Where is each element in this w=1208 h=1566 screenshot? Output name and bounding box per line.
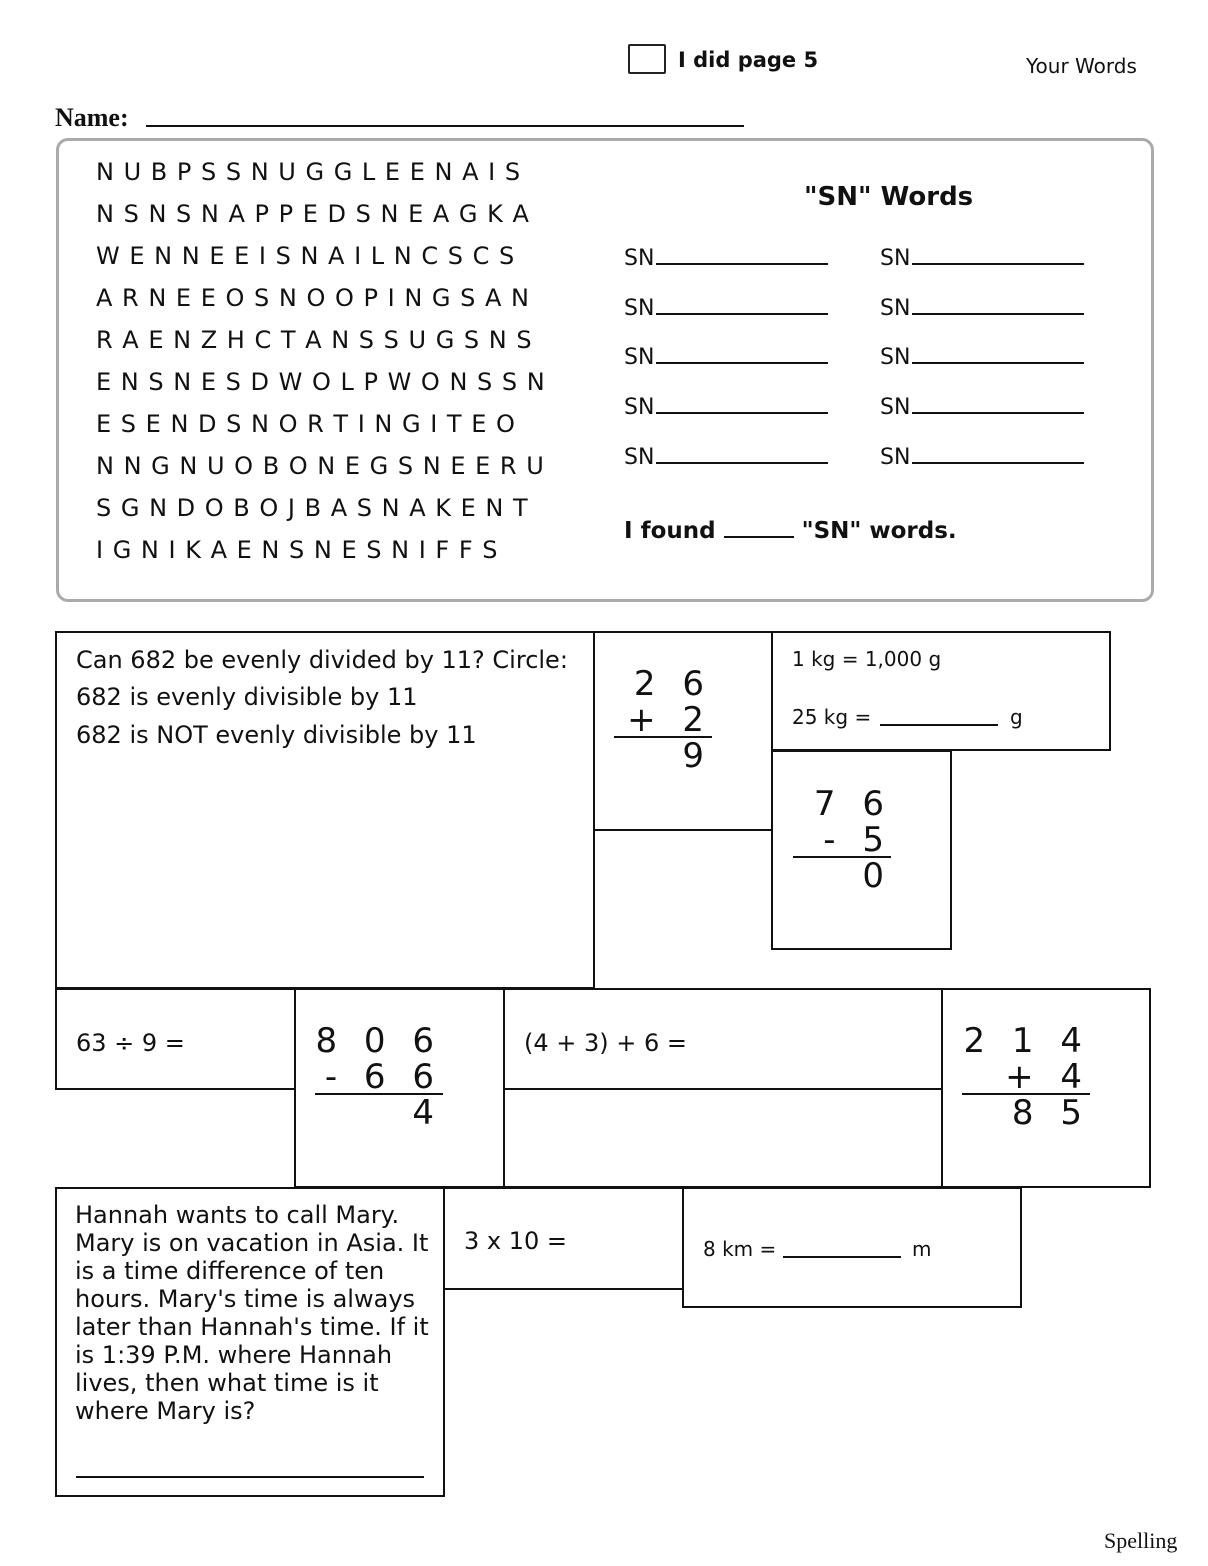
word-search-row: S G N D O B O J B A S N A K E N T	[96, 494, 529, 522]
parentheses-question: (4 + 3) + 6 =	[524, 1029, 688, 1057]
word-search-row: E N S N E S D W O L P W O N S S N	[96, 368, 546, 396]
parentheses-box-bottom	[503, 1088, 943, 1188]
name-field[interactable]	[146, 125, 744, 127]
found-count-line: I found "SN" words.	[624, 518, 957, 544]
subtraction-2-bottom: - 6 6 4	[324, 1057, 442, 1133]
name-label: Name:	[55, 103, 129, 132]
word-search-row: W E N N E E I S N A I L N C S C S	[96, 242, 516, 270]
divisibility-option-yes[interactable]: 682 is evenly divisible by 11	[76, 683, 418, 711]
word-search-row: N N G N U O B O N E G S N E E R U	[96, 452, 545, 480]
word-search-row: N U B P S S N U G G L E E N A I S	[96, 158, 522, 186]
found-count-blank[interactable]	[724, 536, 794, 538]
sn-answer-blank[interactable]: SN	[880, 296, 1084, 321]
addition-2-top: 2 1 4	[963, 1021, 1090, 1061]
sn-words-title: "SN" Words	[804, 182, 974, 212]
km-question: 8 km =	[703, 1237, 777, 1261]
addition-1-bottom: + 2 9	[627, 700, 712, 776]
kg-unit: g	[1010, 705, 1023, 729]
kg-question: 25 kg =	[792, 705, 872, 729]
subtraction-1-top: 7 6	[813, 784, 892, 824]
km-answer-blank[interactable]	[783, 1256, 901, 1258]
your-words-label: Your Words	[1026, 54, 1137, 78]
kg-fact: 1 kg = 1,000 g	[792, 647, 942, 671]
word-search-row: I G N I K A E N S N E S N I F F S	[96, 536, 499, 564]
subtraction-2-rule	[315, 1093, 443, 1095]
addition-1-top: 2 6	[633, 664, 712, 704]
addition-1-rule	[614, 736, 712, 738]
word-search-row: N S N S N A P P E D S N E A G K A	[96, 200, 530, 228]
sn-answer-blank[interactable]: SN	[624, 246, 828, 271]
sn-answer-blank[interactable]: SN	[624, 445, 828, 470]
sn-answer-blank[interactable]: SN	[624, 345, 828, 370]
sn-answer-blank[interactable]: SN	[880, 246, 1084, 271]
kg-answer-blank[interactable]	[880, 724, 998, 726]
word-search-row: R A E N Z H C T A N S S U G S N S	[96, 326, 533, 354]
done-checkbox-label: I did page 5	[678, 48, 819, 72]
word-problem-text: Hannah wants to call Mary. Mary is on vacation in Asia. It is a time difference of ten hours. Mary's time is always later than Hannah's time. If it is 1:39 P.M. where Hannah lives, then what time is it where Mary is?	[75, 1201, 429, 1425]
sn-answer-blank[interactable]: SN	[880, 345, 1084, 370]
sn-answer-blank[interactable]: SN	[880, 395, 1084, 420]
done-checkbox[interactable]	[628, 44, 666, 74]
sn-answer-blank[interactable]: SN	[624, 296, 828, 321]
addition-2-rule	[962, 1093, 1090, 1095]
division-question: 63 ÷ 9 =	[76, 1029, 185, 1057]
subtraction-1-bottom: - 5 0	[823, 820, 892, 896]
word-search-row: E S E N D S N O R T I N G I T E O	[96, 410, 516, 438]
divisibility-question: Can 682 be evenly divided by 11? Circle:	[76, 646, 568, 674]
word-problem-answer-blank[interactable]	[76, 1476, 424, 1478]
addition-2-bottom: + 4 8 5	[1005, 1057, 1090, 1133]
sn-answer-blank[interactable]: SN	[880, 445, 1084, 470]
word-search-row: A R N E E O S N O O P I N G S A N	[96, 284, 531, 312]
km-unit: m	[912, 1237, 932, 1261]
sn-answer-blank[interactable]: SN	[624, 395, 828, 420]
divisibility-option-no[interactable]: 682 is NOT evenly divisible by 11	[76, 721, 477, 749]
subtraction-2-top: 8 0 6	[315, 1021, 442, 1061]
multiplication-question: 3 x 10 =	[464, 1227, 568, 1255]
subtraction-1-rule	[793, 856, 891, 858]
footer-label: Spelling	[1104, 1528, 1178, 1553]
